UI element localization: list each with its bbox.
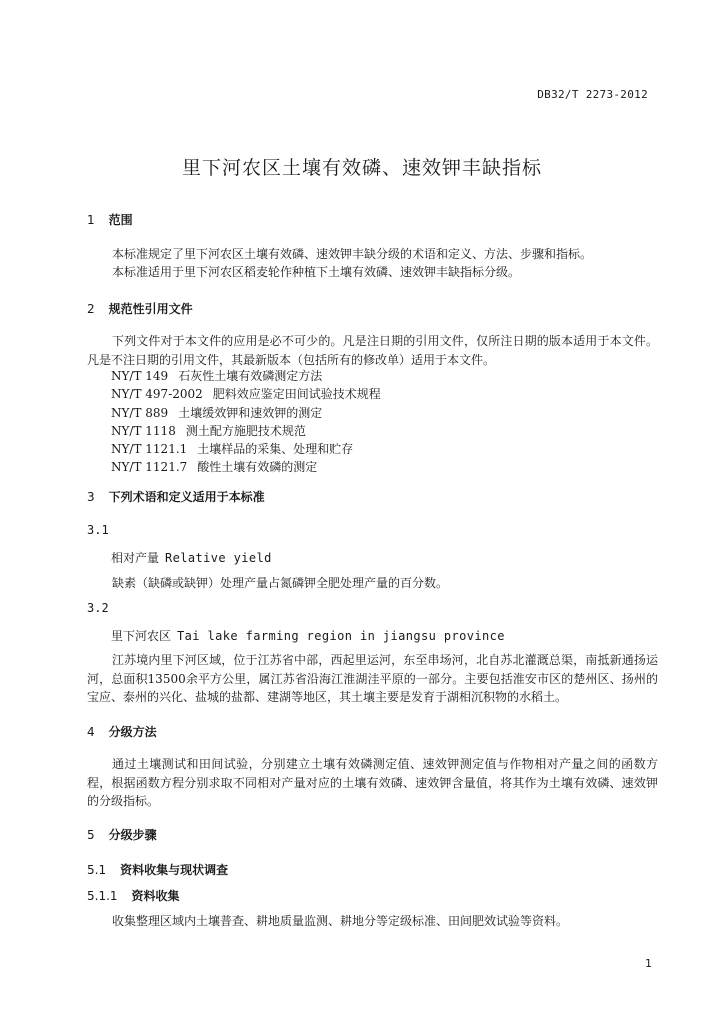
term-3-2-number: 3.2 bbox=[87, 601, 109, 615]
section-title: 资料收集与现状调查 bbox=[120, 863, 229, 877]
reference-title: 土壤缓效钾和速效钾的测定 bbox=[178, 405, 323, 420]
section-title: 分级步骤 bbox=[108, 828, 157, 842]
section-title: 范围 bbox=[108, 213, 133, 227]
section-2-heading bbox=[87, 300, 193, 317]
term-3-1-name bbox=[111, 549, 272, 566]
term-name-cn: 里下河农区 bbox=[111, 629, 172, 643]
section-5-1-1-heading bbox=[87, 887, 180, 904]
reference-item bbox=[111, 367, 381, 385]
page-number: 1 bbox=[645, 957, 652, 970]
normative-reference-list bbox=[111, 367, 381, 477]
reference-title: 测土配方施肥技术规范 bbox=[185, 423, 306, 438]
term-name-en: Tai lake farming region in jiangsu province bbox=[177, 629, 505, 643]
section-5-heading bbox=[87, 826, 157, 843]
standard-code: DB32/T 2273-2012 bbox=[537, 88, 648, 101]
section-number: 5.1.1 bbox=[87, 889, 118, 903]
section-title: 下列术语和定义适用于本标准 bbox=[108, 490, 265, 504]
section-1-paragraph-2: 本标准适用于里下河农区稻麦轮作种植下土壤有效磷、速效钾丰缺指标分级。 bbox=[112, 265, 521, 279]
reference-item bbox=[111, 404, 381, 422]
section-number: 5 bbox=[87, 828, 95, 842]
section-1-heading bbox=[87, 211, 133, 228]
section-3-heading bbox=[87, 488, 265, 505]
reference-title: 肥料效应鉴定田间试验技术规程 bbox=[212, 387, 381, 402]
term-name-en: Relative yield bbox=[165, 551, 272, 565]
reference-code: NY/T 1118 bbox=[111, 423, 176, 438]
section-number: 3 bbox=[87, 490, 95, 504]
section-1-paragraph-1: 本标准规定了里下河农区土壤有效磷、速效钾丰缺分级的术语和定义、方法、步骤和指标。 bbox=[112, 247, 593, 261]
document-title: 里下河农区土壤有效磷、速效钾丰缺指标 bbox=[181, 157, 542, 179]
term-3-2-name bbox=[111, 627, 505, 644]
reference-code: NY/T 1121.1 bbox=[111, 442, 188, 457]
term-3-2-definition: 江苏境内里下河区域，位于江苏省中部，西起里运河，东至串场河，北自苏北灌溉总渠，南抵新通扬运河，总面积13500余平方公里，属江苏省沿海江淮湖洼平原的一部分。主要包括淮安市区的楚州区、扬州的宝应、泰州的兴化、盐城的盐都、建湖等地区，其土壤主要是发育于湖相沉积物的水稻土。 bbox=[87, 653, 658, 704]
reference-code: NY/T 149 bbox=[111, 369, 169, 383]
section-5-1-heading bbox=[87, 861, 228, 878]
section-number: 2 bbox=[87, 302, 95, 316]
term-3-1-definition: 缺素（缺磷或缺钾）处理产量占氮磷钾全肥处理产量的百分数。 bbox=[112, 576, 449, 590]
section-title: 规范性引用文件 bbox=[108, 302, 193, 316]
reference-title: 酸性土壤有效磷的测定 bbox=[197, 460, 318, 475]
section-title: 分级方法 bbox=[108, 725, 157, 739]
section-5-1-1-paragraph: 收集整理区域内土壤普查、耕地质量监测、耕地分等定级标准、田间肥效试验等资料。 bbox=[112, 914, 569, 928]
term-3-1-number: 3.1 bbox=[87, 523, 109, 537]
reference-code: NY/T 1121.7 bbox=[111, 460, 188, 475]
section-2-intro: 下列文件对于本文件的应用是必不可少的。凡是注日期的引用文件，仅所注日期的版本适用于本文件。凡是不注日期的引用文件，其最新版本（包括所有的修改单）适用于本文件。 bbox=[87, 334, 658, 367]
section-4-paragraph: 通过土壤测试和田间试验，分别建立土壤有效磷测定值、速效钾测定值与作物相对产量之间的函数方程，根据函数方程分别求取不同相对产量对应的土壤有效磷、速效钾含量值，将其作为土壤有效磷、速效钾的分级指标。 bbox=[87, 757, 658, 808]
section-4-heading bbox=[87, 723, 157, 740]
term-name-cn: 相对产量 bbox=[111, 551, 160, 565]
section-number: 5.1 bbox=[87, 863, 107, 877]
reference-item bbox=[111, 458, 381, 476]
reference-code: NY/T 889 bbox=[111, 405, 169, 420]
reference-item bbox=[111, 385, 381, 403]
reference-title: 土壤样品的采集、处理和贮存 bbox=[197, 442, 354, 457]
section-number: 4 bbox=[87, 725, 95, 739]
section-number: 1 bbox=[87, 213, 95, 227]
reference-title: 石灰性土壤有效磷测定方法 bbox=[178, 369, 323, 383]
reference-item bbox=[111, 422, 381, 440]
reference-code: NY/T 497-2002 bbox=[111, 387, 203, 402]
section-title: 资料收集 bbox=[131, 889, 180, 903]
reference-item bbox=[111, 440, 381, 458]
